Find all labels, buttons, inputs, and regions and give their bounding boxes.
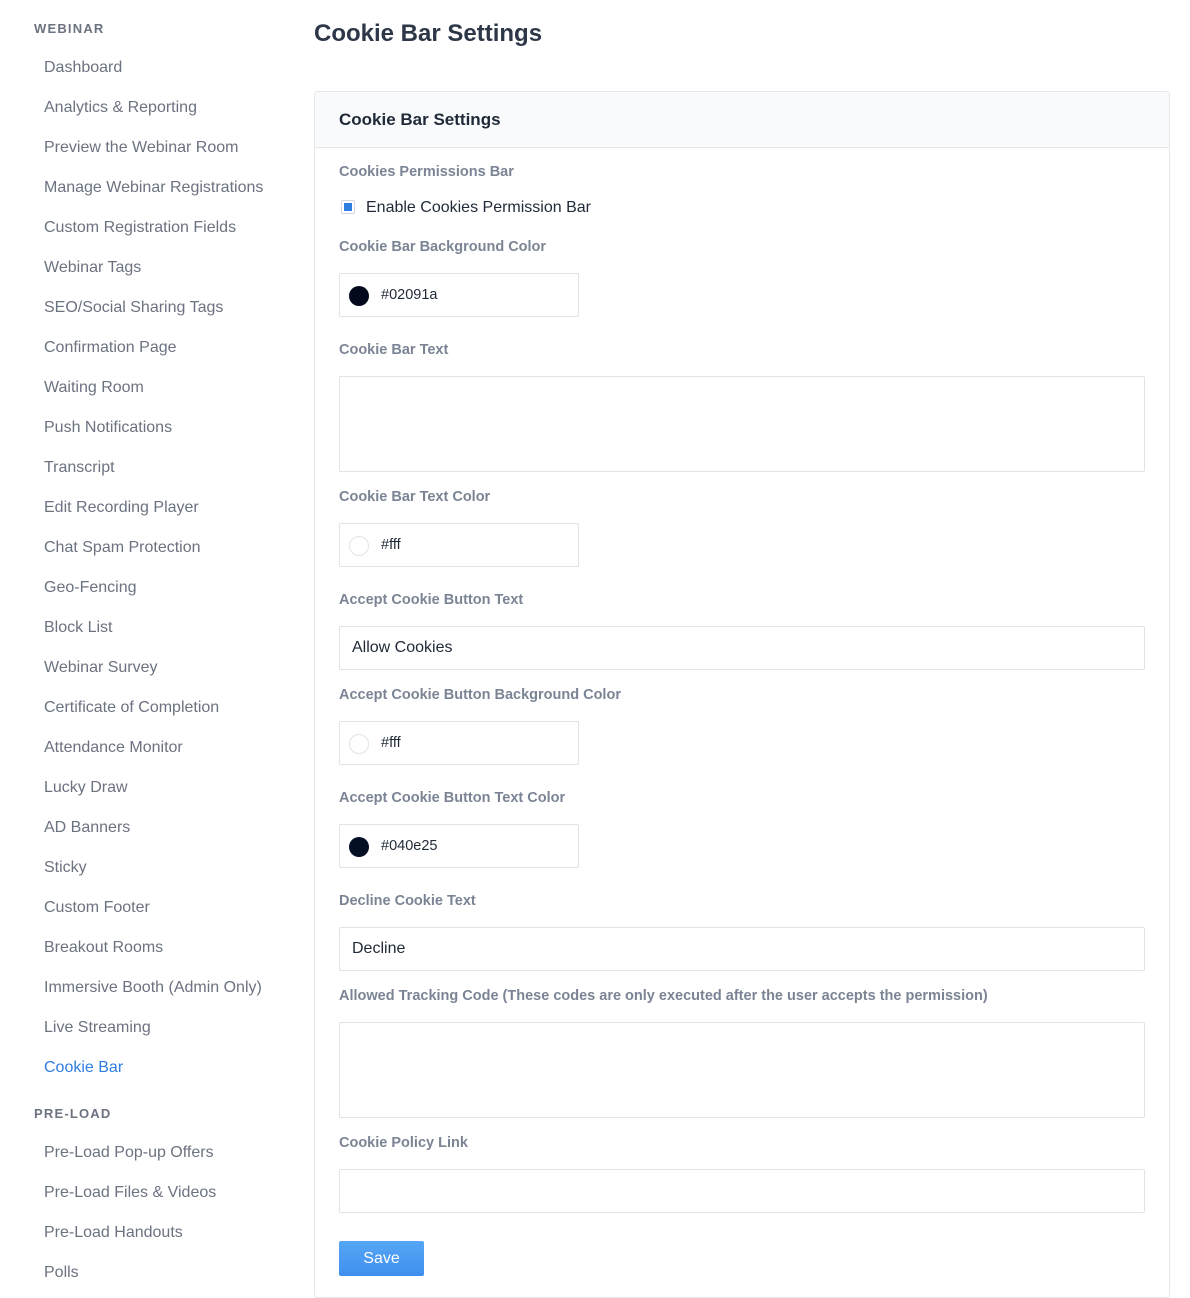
- sidebar: [0, 0, 300, 1298]
- accept-text-color-value[interactable]: #040e25: [381, 838, 438, 854]
- accept-bg-color-value[interactable]: #fff: [381, 735, 401, 751]
- sidebar-item-dashboard[interactable]: Dashboard: [44, 59, 123, 76]
- policy-link-input[interactable]: [339, 1169, 1145, 1213]
- policy-link-label: Cookie Policy Link: [339, 1135, 468, 1151]
- accept-bg-color-swatch[interactable]: [349, 734, 369, 754]
- sidebar-item-edit-recording-player[interactable]: Edit Recording Player: [44, 499, 199, 516]
- sidebar-item-webinar-tags[interactable]: Webinar Tags: [44, 259, 142, 276]
- sidebar-item-waiting-room[interactable]: Waiting Room: [44, 379, 144, 396]
- accept-text-value[interactable]: Allow Cookies: [352, 639, 453, 656]
- sidebar-item-cookie-bar[interactable]: Cookie Bar: [44, 1059, 124, 1076]
- decline-text-input[interactable]: [339, 927, 1145, 971]
- sidebar-item-live-streaming[interactable]: Live Streaming: [44, 1019, 151, 1036]
- sidebar-item-preview-webinar-room[interactable]: Preview the Webinar Room: [44, 139, 239, 156]
- bg-color-input[interactable]: [339, 273, 579, 317]
- save-button[interactable]: Save: [339, 1241, 424, 1276]
- decline-text-value[interactable]: Decline: [352, 940, 406, 957]
- sidebar-item-preload-handouts[interactable]: Pre-Load Handouts: [44, 1224, 183, 1241]
- sidebar-item-transcript[interactable]: Transcript: [44, 459, 115, 476]
- sidebar-item-breakout-rooms[interactable]: Breakout Rooms: [44, 939, 164, 956]
- sidebar-item-manage-registrations[interactable]: Manage Webinar Registrations: [44, 179, 264, 196]
- accept-bg-color-label: Accept Cookie Button Background Color: [339, 687, 621, 703]
- sidebar-section-pre-load: PRE-LOAD: [34, 1106, 112, 1121]
- accept-bg-color-input[interactable]: [339, 721, 579, 765]
- page-title: Cookie Bar Settings: [314, 20, 543, 47]
- decline-text-label: Decline Cookie Text: [339, 893, 476, 909]
- accept-text-color-swatch[interactable]: [349, 837, 369, 857]
- sidebar-item-webinar-survey[interactable]: Webinar Survey: [44, 659, 158, 676]
- sidebar-item-immersive-booth[interactable]: Immersive Booth (Admin Only): [44, 979, 262, 996]
- accept-text-input[interactable]: [339, 626, 1145, 670]
- sidebar-item-polls[interactable]: Polls: [44, 1264, 79, 1281]
- text-color-input[interactable]: [339, 523, 579, 567]
- sidebar-item-block-list[interactable]: Block List: [44, 619, 113, 636]
- card-header: [315, 92, 1169, 148]
- accept-text-color-label: Accept Cookie Button Text Color: [339, 790, 566, 806]
- enable-cookie-bar-label[interactable]: Enable Cookies Permission Bar: [366, 199, 591, 216]
- sidebar-item-seo-social-tags[interactable]: SEO/Social Sharing Tags: [44, 299, 224, 316]
- permissions-bar-label: Cookies Permissions Bar: [339, 164, 514, 180]
- sidebar-item-chat-spam-protection[interactable]: Chat Spam Protection: [44, 539, 201, 556]
- sidebar-item-preload-files-videos[interactable]: Pre-Load Files & Videos: [44, 1184, 217, 1201]
- accept-text-color-input[interactable]: [339, 824, 579, 868]
- sidebar-item-attendance-monitor[interactable]: Attendance Monitor: [44, 739, 183, 756]
- bar-text-textarea[interactable]: [339, 376, 1145, 472]
- sidebar-item-sticky[interactable]: Sticky: [44, 859, 87, 876]
- text-color-swatch[interactable]: [349, 536, 369, 556]
- sidebar-item-confirmation-page[interactable]: Confirmation Page: [44, 339, 177, 356]
- bg-color-label: Cookie Bar Background Color: [339, 239, 547, 255]
- tracking-code-textarea[interactable]: [339, 1022, 1145, 1118]
- accept-text-label: Accept Cookie Button Text: [339, 592, 524, 608]
- enable-cookie-bar-checkbox[interactable]: [341, 200, 355, 214]
- tracking-code-label: Allowed Tracking Code (These codes are only executed after the user accepts the permission): [339, 988, 988, 1004]
- text-color-value[interactable]: #fff: [381, 537, 401, 553]
- bar-text-label: Cookie Bar Text: [339, 342, 449, 358]
- sidebar-item-custom-registration-fields[interactable]: Custom Registration Fields: [44, 219, 237, 236]
- sidebar-item-push-notifications[interactable]: Push Notifications: [44, 419, 173, 436]
- text-color-label: Cookie Bar Text Color: [339, 489, 491, 505]
- sidebar-item-preload-popup-offers[interactable]: Pre-Load Pop-up Offers: [44, 1144, 214, 1161]
- sidebar-item-lucky-draw[interactable]: Lucky Draw: [44, 779, 128, 796]
- card-title: Cookie Bar Settings: [339, 110, 501, 129]
- sidebar-item-geo-fencing[interactable]: Geo-Fencing: [44, 579, 137, 596]
- sidebar-item-ad-banners[interactable]: AD Banners: [44, 819, 131, 836]
- sidebar-section-webinar: WEBINAR: [34, 21, 105, 36]
- sidebar-item-certificate-of-completion[interactable]: Certificate of Completion: [44, 699, 220, 716]
- bg-color-value[interactable]: #02091a: [381, 287, 438, 303]
- bg-color-swatch[interactable]: [349, 286, 369, 306]
- sidebar-item-custom-footer[interactable]: Custom Footer: [44, 899, 150, 916]
- sidebar-item-analytics-reporting[interactable]: Analytics & Reporting: [44, 99, 197, 116]
